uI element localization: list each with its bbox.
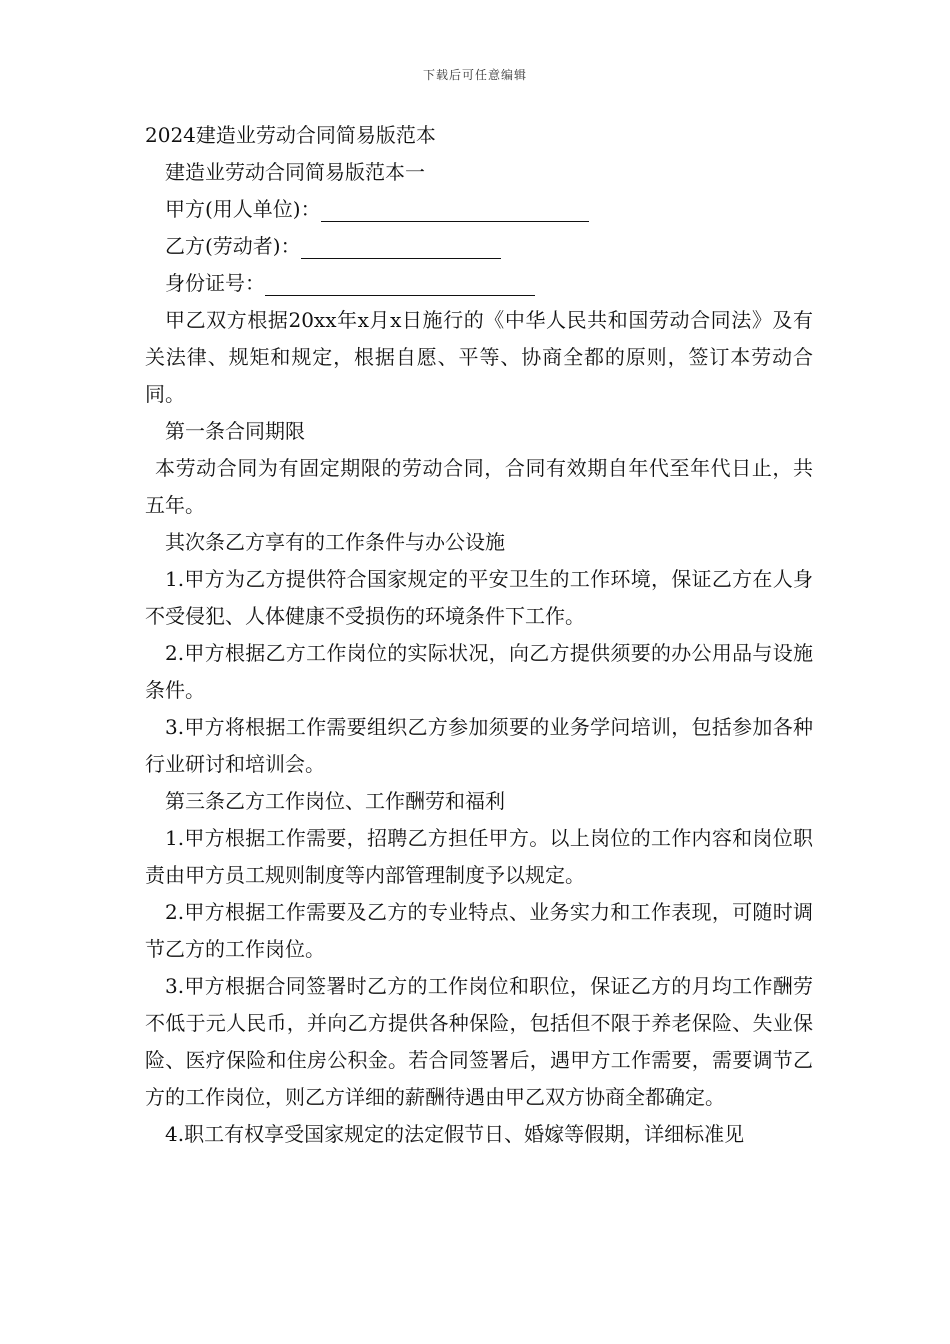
article1-title: 第一条合同期限 (165, 419, 305, 443)
document-subtitle: 建造业劳动合同简易版范本一 (165, 160, 425, 184)
id-number-label: 身份证号： (165, 271, 265, 295)
id-number-line (145, 265, 813, 302)
article2-item: 3.甲方将根据工作需要组织乙方参加须要的业务学问培训，包括参加各种行业研讨和培训会。 (145, 715, 813, 776)
article1-paragraph: 本劳动合同为有固定期限的劳动合同，合同有效期自年代至年代日止，共五年。 (145, 456, 813, 517)
article2-item: 2.甲方根据乙方工作岗位的实际状况，向乙方提供须要的办公用品与设施条件。 (145, 641, 813, 702)
document-title: 2024建造业劳动合同简易版范本 (145, 123, 436, 147)
id-number-blank (265, 269, 535, 296)
article2-item: 1.甲方为乙方提供符合国家规定的平安卫生的工作环境，保证乙方在人身不受侵犯、人体健康不受损伤的环境条件下工作。 (145, 567, 813, 628)
page-header-note: 下载后可任意编辑 (422, 68, 527, 82)
article3-title: 第三条乙方工作岗位、工作酬劳和福利 (165, 789, 505, 813)
article2-title: 其次条乙方享有的工作条件与办公设施 (165, 530, 505, 554)
intro-paragraph: 甲乙双方根据20xx年x月x日施行的《中华人民共和国劳动合同法》及有关法律、规矩和规定，根据自愿、平等、协商全都的原则，签订本劳动合同。 (145, 308, 813, 406)
article3-item: 1.甲方根据工作需要，招聘乙方担任甲方。以上岗位的工作内容和岗位职责由甲方员工规则制度等内部管理制度予以规定。 (145, 826, 813, 887)
party-a-label: 甲方(用人单位)： (165, 197, 321, 221)
article3-item: 3.甲方根据合同签署时乙方的工作岗位和职位，保证乙方的月均工作酬劳不低于元人民币，并向乙方提供各种保险，包括但不限于养老保险、失业保险、医疗保险和住房公积金。若合同签署后，遇甲方工作需要，需要调节乙方的工作岗位，则乙方详细的薪酬待遇由甲乙双方协商全都确定。 (145, 974, 813, 1109)
party-b-blank (301, 232, 501, 259)
party-a-blank (321, 195, 589, 222)
document-body (145, 117, 813, 1153)
party-a-line (145, 191, 813, 228)
party-b-label: 乙方(劳动者)： (165, 234, 301, 258)
party-b-line (145, 228, 813, 265)
article3-item: 2.甲方根据工作需要及乙方的专业特点、业务实力和工作表现，可随时调节乙方的工作岗位。 (145, 900, 813, 961)
article3-item: 4.职工有权享受国家规定的法定假节日、婚嫁等假期，详细标准见 (165, 1122, 745, 1146)
